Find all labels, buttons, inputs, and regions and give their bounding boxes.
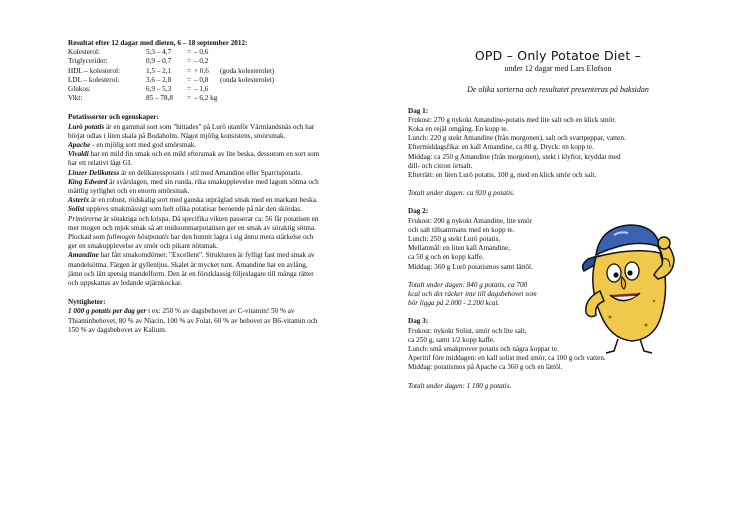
result-v: 3,6 – 2,8	[146, 75, 172, 84]
day-line: och salt tillsammans med en kopp te.	[408, 225, 515, 234]
variety-luro: Lurö potatis är en gammal sort som "hittades" på Lurö utanför Värmlandsnäs och har börjat odlas i liten skala på Bodaholm. Något mjölig konsistens, smörsmak.	[68, 122, 315, 140]
day-line: Aperitif före middagen: en kall solist med smör, ca 100 g och vatten.	[408, 354, 606, 363]
day-line: dill- och citron örtsalt.	[408, 161, 473, 170]
result-k: Kolesterol:	[68, 48, 100, 57]
result-d: – 0,2	[194, 57, 209, 66]
variety-linzer: Linzer Delikatess är en delikatesspotatis i stil med Amandine eller Sparrispotatis.	[68, 168, 303, 177]
day-heading: Dag 1:	[408, 106, 429, 115]
left-column	[68, 39, 320, 335]
benefits-section	[68, 298, 320, 335]
result-v: 85 – 78,8	[146, 94, 173, 103]
result-eq: =	[186, 75, 192, 84]
result-v: 6,9 – 5,3	[146, 85, 172, 94]
page-subtitle: under 12 dagar med Lars Elofson	[504, 64, 612, 74]
day-total-line: Totalt under dagen: ca 920 g potatis.	[408, 189, 515, 198]
results-heading: Resultat efter 12 dagar med dieten, 6 – 18 september 2012:	[68, 39, 248, 47]
result-n: (goda kolesterolet)	[220, 66, 275, 75]
result-eq: =	[186, 66, 192, 75]
result-k: Triglycerider:	[68, 57, 108, 66]
variety-amandine: Amandine har fått smakomdömet: "Excellent". Strukturen är fylligt fast med smak av mandelsötma. Färgen är gyllenljus. Skalet är mycket tunt. Amandine har en avlång, jämn och lätt spetsig mandelform. Den är en förstklassig följeslagare till många rätter och uppskattas av ledande stjärnkockar.	[68, 251, 315, 288]
result-d: – 0,6	[194, 48, 209, 57]
result-row	[68, 57, 320, 66]
result-row	[68, 94, 320, 103]
varieties-section	[68, 113, 320, 288]
day-line: Frukost: 270 g nykokt Amandine-potatis med lite salt och en klick smör.	[408, 115, 617, 124]
day-line: Middag: ca 250 g Amandine (från morgonen), stekt i klyftor, kryddat med	[408, 152, 621, 161]
result-eq: =	[186, 57, 192, 66]
variety-king-edward: King Edward är svårslagen, med sin runda, rika smakupplevelse med lagom sötma och måttlig syrlighet och en enorm smörsmak.	[68, 177, 319, 196]
result-k: Vikt:	[68, 94, 83, 103]
result-v: 0,9 – 0,7	[146, 57, 172, 66]
benefits-text: 1 000 g potatis per dag ger t ex: 250 % av dagsbehovet av C-vitamin! 50 % av Thiaminbehovet, 80 % av Niacin, 100 % av Folat, 60 % av behovet av B6-vitamin och 150 % av dagsbehovet av Kalium.	[68, 307, 318, 334]
result-k: LDL – kolesterol:	[68, 75, 120, 84]
result-n: (onda kolesterolet)	[220, 75, 275, 84]
day-line: Middag: potatismos på Apache ca 360 g och en lättöl.	[408, 363, 563, 372]
result-d: – 6,2 kg	[194, 94, 218, 103]
day-line: ca 250 g, samt 1/2 kopp kaffe.	[408, 335, 495, 344]
day-total-line: Totalt under dagen: 1 180 g potatis.	[408, 381, 512, 390]
result-k: HDL – kolesterol:	[68, 66, 121, 75]
day-total-line: bör ligga på 2.000 - 2.200 kcal.	[408, 299, 500, 308]
day-line: Koka en rejäl omgång. En kopp te.	[408, 125, 509, 134]
day-total-line: Totalt under dagen: 840 g potatis, ca 700	[408, 280, 528, 289]
day-line: Frukost: nykokt Solist, smör och lite salt,	[408, 326, 527, 335]
benefits-heading: Nyttigheter:	[68, 298, 106, 307]
day-total-line: kcal och det räcker inte till dagsbehovet som	[408, 290, 537, 299]
result-eq: =	[186, 94, 192, 103]
result-eq: =	[186, 48, 192, 57]
day-line: Mellanmål: en liten kall Amandine,	[408, 244, 510, 253]
result-v: 1,5 – 2,1	[146, 66, 172, 75]
result-row	[68, 48, 320, 57]
page-title: OPD – Only Potatoe Diet –	[474, 48, 642, 63]
day-line: Lunch: 220 g stekt Amandine (från morgonen), salt och svartpeppar, vatten.	[408, 134, 626, 143]
result-d: – 0,8	[194, 75, 209, 84]
result-row	[68, 85, 320, 94]
result-k: Glukos:	[68, 85, 91, 94]
day-line: ca 50 g och en kopp kaffe.	[408, 253, 484, 262]
result-d: – 1,6	[194, 85, 209, 94]
day-line: Frukost: 200 g nykokt Amandine, lite smör	[408, 216, 532, 225]
result-v: 5,3 – 4,7	[146, 48, 172, 57]
day-heading: Dag 2:	[408, 207, 429, 216]
day-heading: Dag 3:	[408, 317, 429, 326]
day-line: Efterrätt: en liten Lurö potatis, 100 g, med en klick smör och salt.	[408, 171, 597, 180]
day-line: Middag: 360 g Lurö potatismos samt lättöl.	[408, 262, 533, 271]
results-table	[68, 48, 320, 103]
result-eq: =	[186, 85, 192, 94]
page-description: De olika sorterna och resultatet presenteras på baksidan	[467, 85, 649, 95]
result-row	[68, 76, 320, 85]
variety-asterix: Asterix är en robust, rödskalig sort med ganska utpräglad smak med en markant beska.	[68, 196, 318, 205]
variety-vivaldi: Vivaldi har en mild fin smak och en mild eftersmak av lite beska, dessutom en sort som har ett relativt lågt GI.	[68, 150, 320, 168]
varieties-heading: Potatissorter och egenskaper:	[68, 113, 159, 122]
day-total	[408, 189, 708, 198]
potato-mascot-icon	[574, 213, 686, 355]
result-row	[68, 67, 320, 76]
result-d: + 0,6	[194, 66, 209, 75]
day-total	[408, 382, 708, 391]
day-line: Lunch: 250 g stekt Lurö potatis.	[408, 235, 501, 244]
variety-apache: Apache - en mjölig sort med god smörsmak.	[68, 141, 197, 150]
variety-solist: Solist upplevs smakmässigt som helt olika potatisar beroende på när den skördas. Primörerna är sötaktiga och krispa. Då specifika vikten passerar ca: 56 får potatisen en mer mogen och mjuk smak så att midsommarpotatisen ger en smak av söraktig sötma. Plockad som fullmogen höstpotatis har den hunnit lagra i sig ännu mera stärkelse och ger en smakupplevelse av smör och pikant nötsmak.	[68, 205, 319, 251]
day-line: Lunch: små smakprover potatis och några koppar te.	[408, 345, 559, 354]
day-line: Eftermiddagsfika: en kall Amandine, ca 80 g. Dryck: en kopp te.	[408, 143, 594, 152]
